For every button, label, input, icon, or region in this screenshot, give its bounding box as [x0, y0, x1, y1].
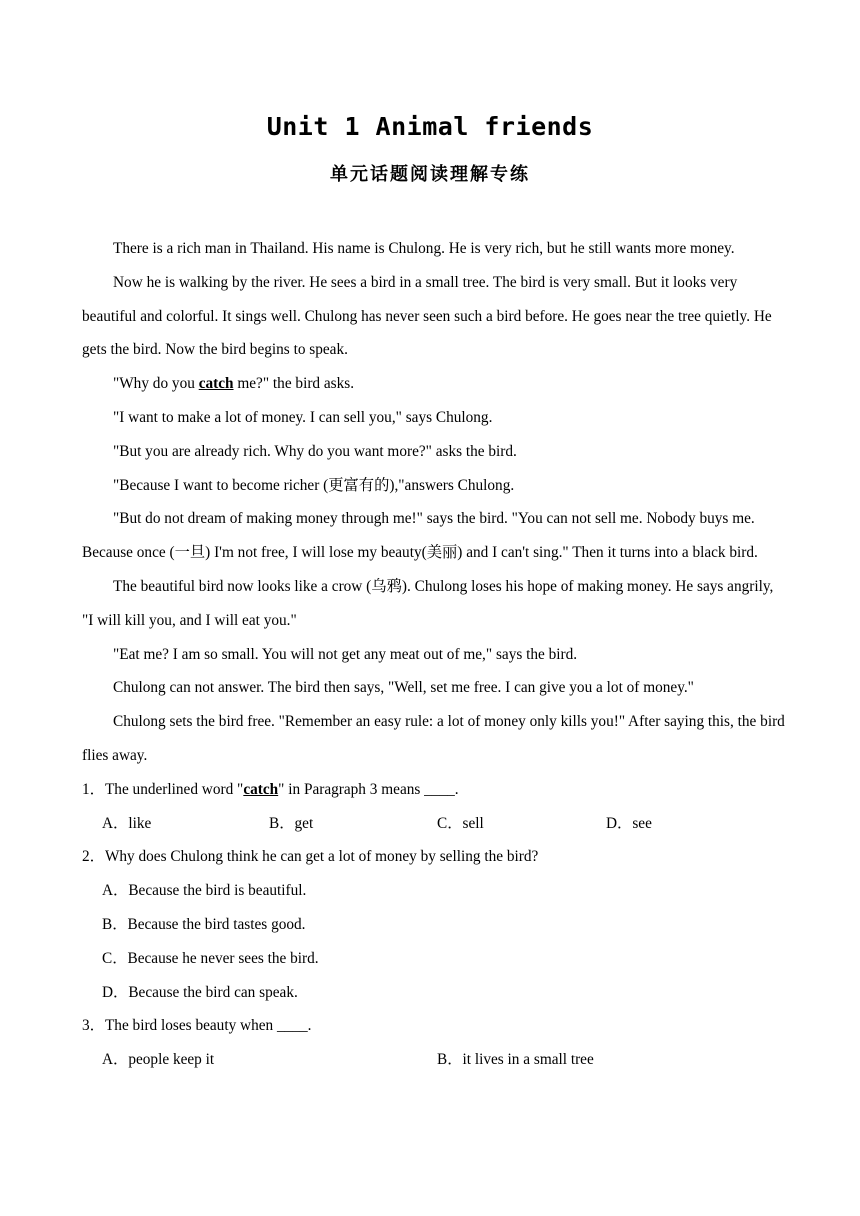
- option-a[interactable]: A．people keep it: [102, 1051, 215, 1069]
- option-d[interactable]: D．Because the bird can speak.: [102, 983, 298, 1001]
- paragraph-3: [82, 367, 788, 401]
- option-b[interactable]: B．it lives in a small tree: [437, 1051, 594, 1069]
- page-subtitle: 单元话题阅读理解专练: [330, 164, 530, 185]
- paragraph-1: There is a rich man in Thailand. His name is Chulong. He is very rich, but he still wants more money.: [113, 240, 735, 257]
- question-1-text-start: The underlined word ": [104, 780, 244, 798]
- reading-passage: [82, 232, 788, 1077]
- question-number: 3．: [82, 1017, 105, 1035]
- paragraph-10: Chulong can not answer. The bird then says, "Well, set me free. I can give you a lot of money.": [113, 679, 694, 697]
- option-b[interactable]: B．Because the bird tastes good.: [102, 915, 306, 933]
- paragraph-7: "But do not dream of making money through me!" says the bird. "You can not sell me. Nobody buys me. Because once (一旦) I'm not free, I will lose my beauty(美丽) and I can't sing." Then it turns into a black bird.: [82, 510, 758, 562]
- paragraph-6: "Because I want to become richer (更富有的),"answers Chulong.: [113, 476, 515, 494]
- option-a[interactable]: A．like: [102, 814, 152, 832]
- question-1-text-end: " in Paragraph 3 means ____.: [278, 780, 459, 798]
- option-c[interactable]: C．Because he never sees the bird.: [102, 949, 319, 967]
- paragraph-3-text-end: me?" the bird asks.: [233, 375, 355, 393]
- paragraph-5: "But you are already rich. Why do you want more?" asks the bird.: [113, 442, 517, 460]
- paragraph-3-text-start: "Why do you: [113, 375, 199, 393]
- page-title: Unit 1 Animal friends: [266, 112, 594, 141]
- question-3-text: The bird loses beauty when ____.: [104, 1017, 312, 1035]
- option-c[interactable]: C．sell: [437, 814, 484, 832]
- question-1-options: [82, 807, 788, 841]
- question-2-text: Why does Chulong think he can get a lot of money by selling the bird?: [104, 848, 539, 866]
- paragraph-4: "I want to make a lot of money. I can sell you," says Chulong.: [113, 408, 493, 426]
- question-3-options: [82, 1043, 788, 1077]
- paragraph-9: "Eat me? I am so small. You will not get any meat out of me," says the bird.: [113, 645, 578, 663]
- question-number: 2．: [82, 848, 105, 866]
- option-d[interactable]: D．see: [606, 814, 652, 832]
- keyword-catch: catch: [243, 780, 279, 798]
- paragraph-8: The beautiful bird now looks like a crow (乌鸦). Chulong loses his hope of making money. He says angrily, "I will kill you, and I will eat you.": [82, 577, 774, 629]
- keyword-catch: catch: [198, 375, 234, 393]
- question-2: [82, 840, 788, 874]
- question-number: 1．: [82, 780, 105, 798]
- option-a[interactable]: A．Because the bird is beautiful.: [102, 882, 307, 900]
- paragraph-2: Now he is walking by the river. He sees a bird in a small tree. The bird is very small. But it looks very beautiful and colorful. It sings well. Chulong has never seen such a bird before. He goes near the tree quietly. He gets the bird. Now the bird begins to speak.: [82, 273, 772, 359]
- question-3: [82, 1009, 788, 1043]
- option-b[interactable]: B．get: [269, 814, 314, 832]
- paragraph-11: Chulong sets the bird free. "Remember an easy rule: a lot of money only kills you!" After saying this, the bird flies away.: [82, 713, 785, 764]
- question-1: [82, 773, 788, 807]
